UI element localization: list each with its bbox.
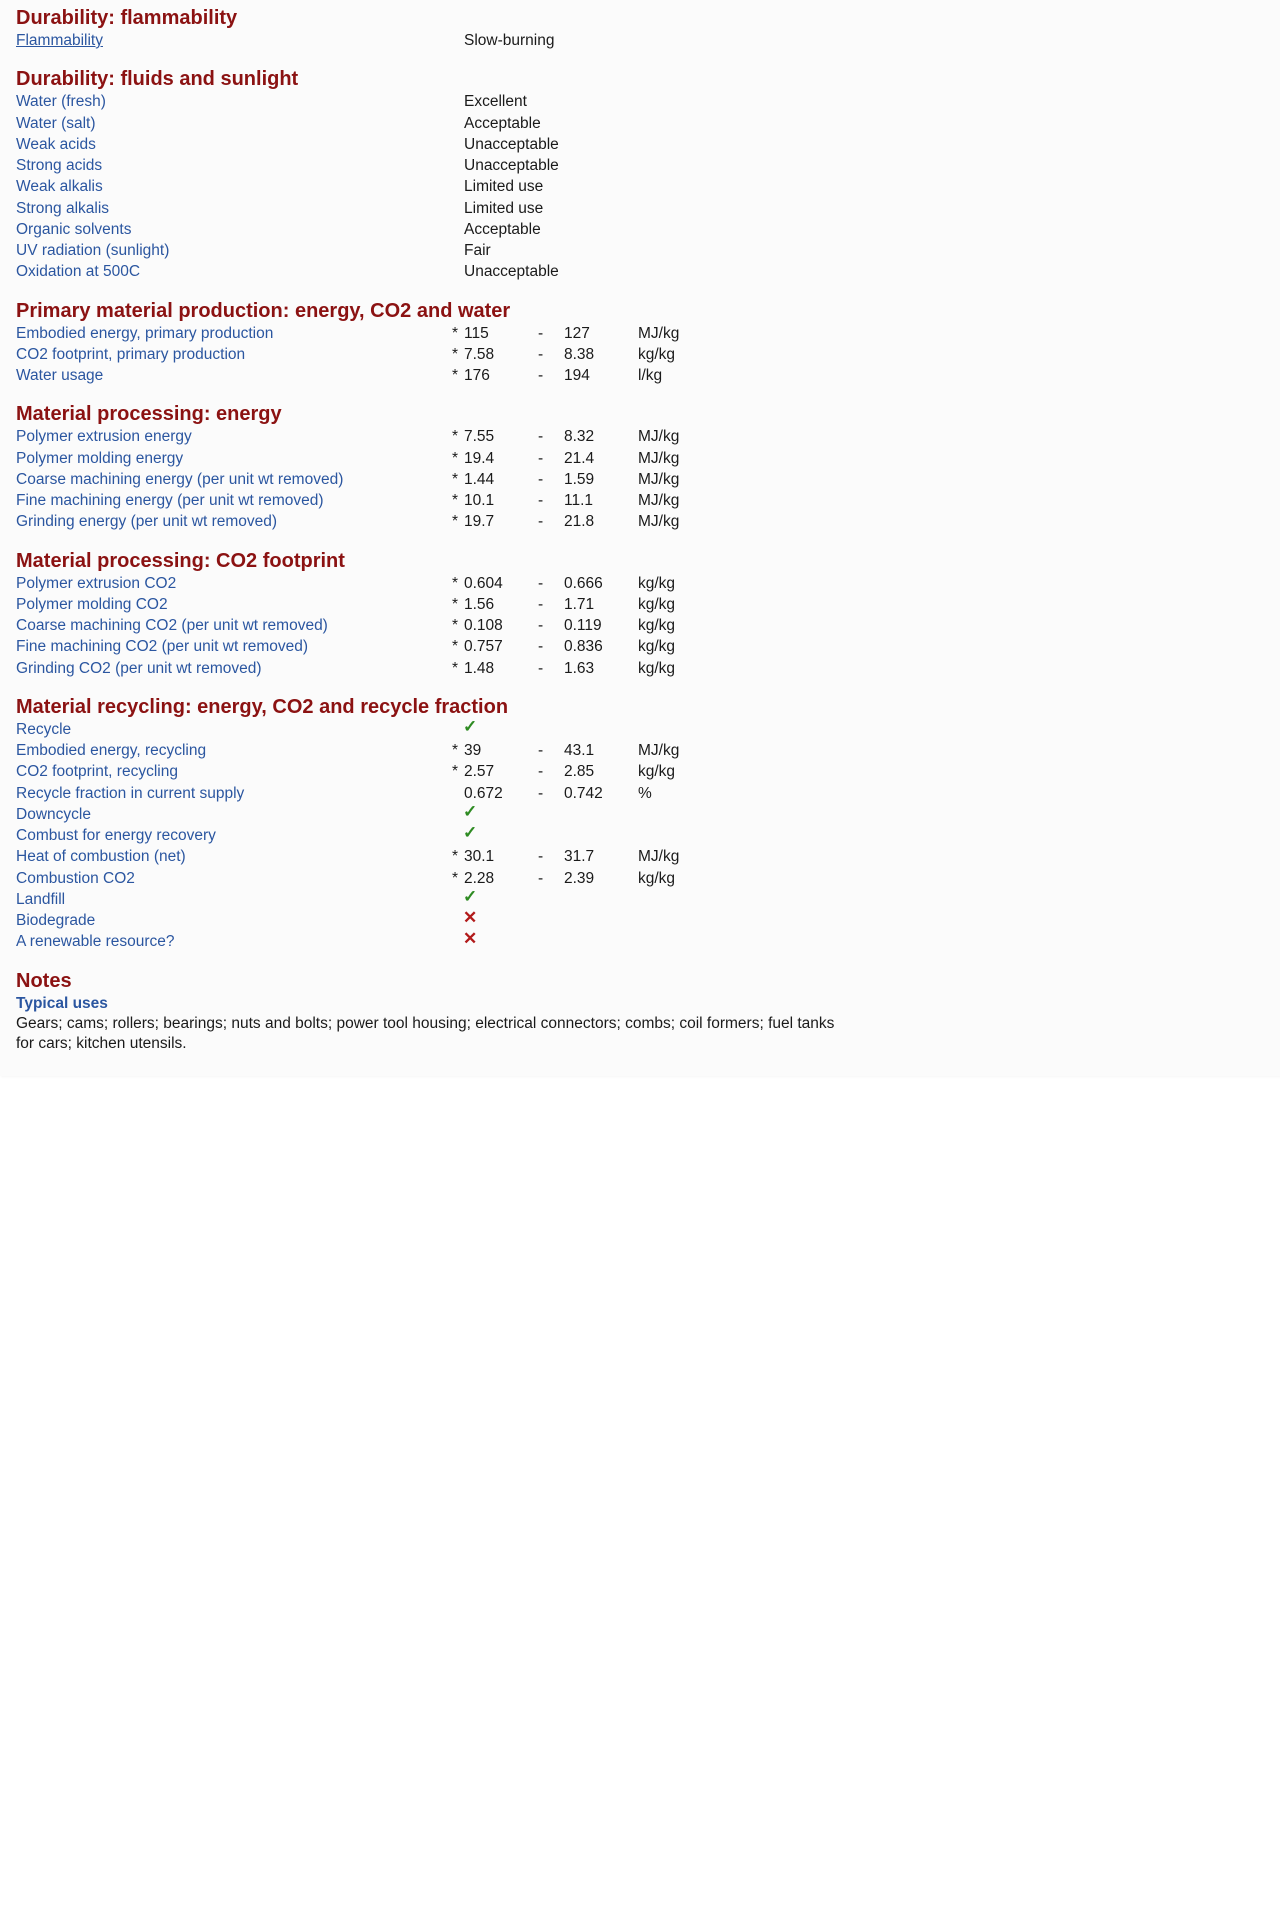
section-notes <box>16 969 1256 1054</box>
estimate-marker: * <box>452 428 459 446</box>
property-row <box>16 783 1256 804</box>
property-label: Downcycle <box>16 805 91 823</box>
estimate-marker: * <box>452 848 459 866</box>
range-separator: - <box>538 638 544 656</box>
property-label: Water (salt) <box>16 114 96 132</box>
notes-subtitle: Typical uses <box>16 994 108 1012</box>
unit: MJ/kg <box>638 848 680 866</box>
check-icon: ✓ <box>463 716 478 736</box>
property-value: Unacceptable <box>464 263 559 281</box>
range-high: 8.32 <box>564 428 595 446</box>
range-low: 7.58 <box>464 345 495 363</box>
property-label: UV radiation (sunlight) <box>16 242 170 259</box>
estimate-marker: * <box>452 638 459 656</box>
range-low: 39 <box>464 742 482 759</box>
estimate-marker: * <box>452 367 459 384</box>
property-row <box>16 636 1256 657</box>
check-icon: ✓ <box>463 823 478 842</box>
notes-text: Gears; cams; rollers; bearings; nuts and bolts; power tool housing; electrical connectors; combs; coil formers; fuel tanks for cars; kitchen utensils. <box>16 1014 835 1052</box>
range-separator: - <box>538 367 544 384</box>
property-label: Recycle fraction in current supply <box>16 784 245 802</box>
property-label: Weak alkalis <box>16 178 103 196</box>
property-label: Landfill <box>16 890 66 908</box>
section-fluids-sunlight <box>16 67 1256 282</box>
range-low: 2.57 <box>464 763 495 781</box>
range-separator: - <box>538 742 544 759</box>
estimate-marker: * <box>452 659 459 677</box>
property-row <box>16 658 1256 679</box>
property-row <box>16 490 1256 511</box>
range-separator: - <box>538 513 544 531</box>
property-value: Acceptable <box>464 114 541 132</box>
unit: MJ/kg <box>638 513 680 531</box>
property-label: CO2 footprint, primary production <box>16 345 246 363</box>
property-label: Recycle <box>16 720 72 738</box>
range-low: 19.7 <box>464 513 495 531</box>
range-high: 2.85 <box>564 763 595 781</box>
property-row <box>16 573 1256 594</box>
range-low: 19.4 <box>464 449 495 467</box>
range-separator: - <box>538 617 544 634</box>
unit: MJ/kg <box>638 470 680 488</box>
property-row <box>16 176 1256 197</box>
property-value: Excellent <box>464 93 527 111</box>
property-row <box>16 323 1256 344</box>
range-low: 10.1 <box>464 492 495 509</box>
unit: MJ/kg <box>638 742 680 759</box>
range-low: 1.48 <box>464 659 495 677</box>
range-high: 0.119 <box>564 617 602 634</box>
unit: kg/kg <box>638 574 676 592</box>
section-processing-co2 <box>16 549 1256 679</box>
unit: kg/kg <box>638 763 676 781</box>
range-separator: - <box>538 869 544 887</box>
property-label: Embodied energy, recycling <box>16 742 207 759</box>
property-row <box>16 448 1256 469</box>
range-high: 21.8 <box>564 513 595 531</box>
range-low: 0.757 <box>464 638 503 656</box>
range-high: 1.63 <box>564 659 595 677</box>
property-label: Heat of combustion (net) <box>16 848 186 866</box>
range-high: 0.836 <box>564 638 603 656</box>
range-high: 43.1 <box>564 742 595 759</box>
range-separator: - <box>538 848 544 866</box>
property-label: Polymer extrusion energy <box>16 428 192 446</box>
estimate-marker: * <box>452 617 459 634</box>
section-flammability <box>16 6 1256 51</box>
property-row <box>16 846 1256 867</box>
range-low: 0.672 <box>464 784 503 802</box>
section-title: Primary material production: energy, CO2 and water <box>16 299 511 322</box>
unit: MJ/kg <box>638 324 680 342</box>
property-label: A renewable resource? <box>16 933 175 951</box>
property-row <box>16 219 1256 240</box>
range-high: 11.1 <box>564 492 594 509</box>
section-title: Durability: fluids and sunlight <box>16 68 299 91</box>
range-high: 0.742 <box>564 784 603 802</box>
range-high: 1.71 <box>564 595 595 613</box>
range-low: 1.56 <box>464 595 495 613</box>
unit: kg/kg <box>638 345 676 363</box>
property-row <box>16 615 1256 636</box>
estimate-marker: * <box>452 470 459 488</box>
unit: MJ/kg <box>638 449 680 467</box>
section-title: Material processing: CO2 footprint <box>16 549 345 572</box>
property-row <box>16 801 1256 825</box>
property-row <box>16 868 1256 889</box>
estimate-marker: * <box>452 449 459 467</box>
property-row <box>16 910 1256 931</box>
section-recycling <box>16 695 1256 953</box>
property-row <box>16 155 1256 176</box>
range-high: 194 <box>564 367 590 384</box>
property-label: Coarse machining energy (per unit wt removed) <box>16 470 344 488</box>
property-row <box>16 198 1256 219</box>
range-separator: - <box>538 492 544 509</box>
unit: kg/kg <box>638 659 676 677</box>
estimate-marker: * <box>452 595 459 613</box>
property-row <box>16 761 1256 782</box>
range-high: 0.666 <box>564 574 603 592</box>
range-high: 21.4 <box>564 449 595 467</box>
property-row <box>16 825 1256 846</box>
property-label: Fine machining CO2 (per unit wt removed) <box>16 638 309 656</box>
range-low: 1.44 <box>464 470 495 488</box>
estimate-marker: * <box>452 763 459 781</box>
unit: % <box>638 784 652 802</box>
property-row <box>16 426 1256 447</box>
property-label: Water usage <box>16 367 104 384</box>
datasheet-content <box>16 6 1256 1054</box>
unit: kg/kg <box>638 869 676 887</box>
range-low: 7.55 <box>464 428 495 446</box>
property-label: Fine machining energy (per unit wt removed) <box>16 492 324 509</box>
property-value: Fair <box>464 242 491 259</box>
property-row <box>16 886 1256 910</box>
unit: MJ/kg <box>638 492 680 509</box>
property-row <box>16 30 1256 51</box>
property-label: Strong alkalis <box>16 199 110 217</box>
property-row <box>16 511 1256 532</box>
estimate-marker: * <box>452 492 459 509</box>
property-label: Biodegrade <box>16 912 96 929</box>
property-row <box>16 344 1256 365</box>
property-row <box>16 594 1256 615</box>
range-separator: - <box>538 324 544 342</box>
property-label: Grinding energy (per unit wt removed) <box>16 513 278 531</box>
unit: l/kg <box>638 367 663 384</box>
property-row <box>16 469 1256 490</box>
section-title: Material processing: energy <box>16 403 282 426</box>
range-separator: - <box>538 784 544 802</box>
property-label: Embodied energy, primary production <box>16 324 274 342</box>
unit: kg/kg <box>638 595 676 613</box>
property-label: Oxidation at 500C <box>16 263 141 281</box>
estimate-marker: * <box>452 869 459 887</box>
range-high: 31.7 <box>564 848 595 866</box>
property-label: Combust for energy recovery <box>16 827 216 844</box>
property-label: Water (fresh) <box>16 93 106 111</box>
property-row <box>16 931 1256 952</box>
range-low: 115 <box>464 324 489 342</box>
property-label: Polymer molding CO2 <box>16 595 168 613</box>
property-value: Limited use <box>464 178 544 196</box>
property-row <box>16 261 1256 282</box>
range-separator: - <box>538 345 544 363</box>
property-row <box>16 740 1256 761</box>
property-label: Weak acids <box>16 135 96 153</box>
property-value: Unacceptable <box>464 157 559 174</box>
cross-icon: ✕ <box>463 929 478 949</box>
estimate-marker: * <box>452 742 459 759</box>
range-high: 8.38 <box>564 345 595 363</box>
unit: kg/kg <box>638 617 676 634</box>
range-separator: - <box>538 449 544 467</box>
range-separator: - <box>538 659 544 677</box>
property-row <box>16 134 1256 155</box>
property-label: Grinding CO2 (per unit wt removed) <box>16 659 262 677</box>
range-separator: - <box>538 428 544 446</box>
range-low: 2.28 <box>464 869 495 887</box>
range-separator: - <box>538 470 544 488</box>
range-high: 1.59 <box>564 470 595 488</box>
property-value: Limited use <box>464 199 544 217</box>
estimate-marker: * <box>452 324 459 342</box>
property-value: Slow-burning <box>464 32 555 49</box>
section-title: Material recycling: energy, CO2 and recycle fraction <box>16 695 509 718</box>
property-row <box>16 113 1256 134</box>
range-separator: - <box>538 763 544 781</box>
estimate-marker: * <box>452 345 459 363</box>
property-label: Polymer extrusion CO2 <box>16 574 177 592</box>
unit: kg/kg <box>638 638 676 656</box>
property-label: Polymer molding energy <box>16 449 184 467</box>
check-icon: ✓ <box>463 801 478 821</box>
property-label: Coarse machining CO2 (per unit wt removed) <box>16 617 328 634</box>
property-label: Combustion CO2 <box>16 869 135 887</box>
property-value: Unacceptable <box>464 135 559 153</box>
range-low: 0.604 <box>464 574 503 592</box>
flammability-link[interactable]: Flammability <box>16 32 103 49</box>
unit: MJ/kg <box>638 428 680 446</box>
range-high: 2.39 <box>564 869 595 887</box>
property-row <box>16 91 1256 112</box>
estimate-marker: * <box>452 574 459 592</box>
estimate-marker: * <box>452 513 459 531</box>
section-primary-production <box>16 299 1256 387</box>
range-low: 30.1 <box>464 848 495 866</box>
property-row <box>16 240 1256 261</box>
range-separator: - <box>538 595 544 613</box>
property-row <box>16 365 1256 386</box>
section-title: Durability: flammability <box>16 7 238 29</box>
range-low: 0.108 <box>464 617 503 634</box>
check-icon: ✓ <box>463 886 478 906</box>
range-high: 127 <box>564 324 590 342</box>
cross-icon: ✕ <box>463 908 478 927</box>
property-row <box>16 716 1256 740</box>
property-label: Strong acids <box>16 157 103 174</box>
section-processing-energy <box>16 402 1256 532</box>
property-value: Acceptable <box>464 220 541 238</box>
range-separator: - <box>538 574 544 592</box>
property-label: Organic solvents <box>16 220 132 238</box>
section-title: Notes <box>16 969 72 992</box>
range-low: 176 <box>464 367 490 384</box>
property-label: CO2 footprint, recycling <box>16 763 178 781</box>
